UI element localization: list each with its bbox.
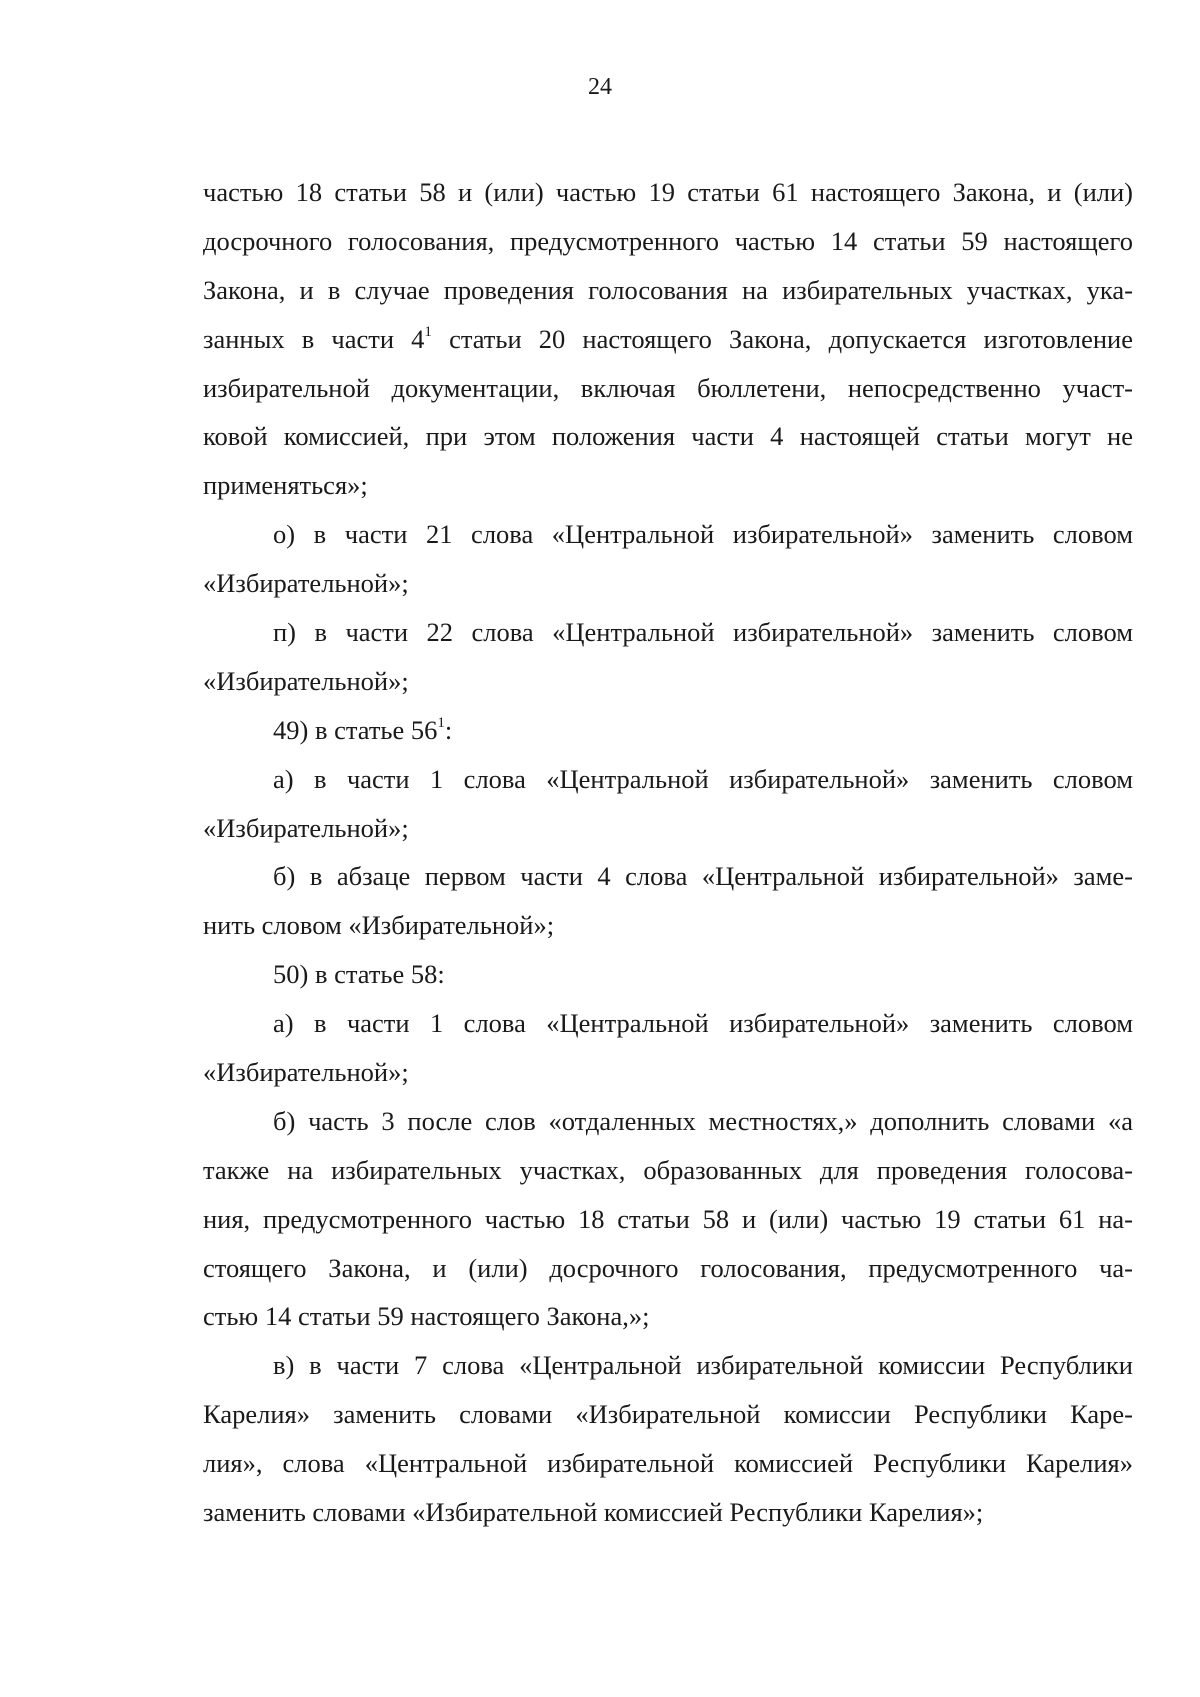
text-fragment: 49) в статье 56: [273, 714, 438, 745]
paragraph-first-line: п) в части 22 слова «Центральной избирательной» заменить словом: [273, 617, 1133, 648]
text-line: нить словом «Избирательной»;: [203, 910, 555, 941]
text-fragment: статьи 20 настоящего Закона, допускается изготовление: [449, 323, 1133, 354]
text-line: избирательной документации, включая бюллетени, непосредственно участ-: [203, 372, 1133, 403]
text-line: досрочного голосования, предусмотренного частью 14 статьи 59 настоящего: [203, 225, 1133, 256]
paragraph-first-line: б) часть 3 после слов «отдаленных местностях,» дополнить словами «а: [273, 1105, 1133, 1136]
text-fragment: занных в части 4: [203, 323, 425, 354]
page-number: 24: [588, 74, 612, 100]
text-line-with-superscript: [203, 315, 1133, 364]
text-line: лия», слова «Центральной избирательной комиссией Республики Карелия»: [203, 1448, 1133, 1479]
text-line: ковой комиссией, при этом положения части 4 настоящей статьи могут не: [203, 421, 1133, 452]
text-line: частью 18 статьи 58 и (или) частью 19 статьи 61 настоящего Закона, и (или): [203, 177, 1133, 207]
text-line: стоящего Закона, и (или) досрочного голосования, предусмотренного ча-: [203, 1252, 1133, 1283]
document-body: [203, 168, 1133, 1537]
paragraph-first-line: б) в абзаце первом части 4 слова «Центральной избирательной» заме-: [273, 861, 1133, 892]
item-heading: 50) в статье 58:: [273, 959, 445, 990]
text-line: «Избирательной»;: [203, 1057, 409, 1088]
superscript: 1: [424, 323, 432, 340]
superscript: 1: [437, 714, 445, 731]
text-line: «Избирательной»;: [203, 812, 409, 843]
text-line: Карелия» заменить словами «Избирательной комиссии Республики Каре-: [203, 1399, 1133, 1430]
paragraph-first-line: в) в части 7 слова «Центральной избирательной комиссии Республики: [273, 1350, 1133, 1381]
item-heading-with-superscript: [203, 706, 1133, 755]
text-line: Закона, и в случае проведения голосования на избирательных участках, ука-: [203, 274, 1133, 305]
paragraph-first-line: о) в части 21 слова «Центральной избирательной» заменить словом: [273, 519, 1133, 550]
text-line: «Избирательной»;: [203, 568, 409, 599]
text-line: стью 14 статьи 59 настоящего Закона,»;: [203, 1301, 650, 1332]
text-line: заменить словами «Избирательной комиссией Республики Карелия»;: [203, 1497, 984, 1528]
text-fragment: :: [444, 714, 453, 745]
paragraph-first-line: а) в части 1 слова «Центральной избирательной» заменить словом: [273, 1008, 1133, 1039]
paragraph-first-line: а) в части 1 слова «Центральной избирательной» заменить словом: [273, 763, 1133, 794]
text-line: применяться»;: [203, 470, 368, 501]
text-line: «Избирательной»;: [203, 665, 409, 696]
text-line: также на избирательных участках, образованных для проведения голосова-: [203, 1154, 1133, 1185]
text-line: ния, предусмотренного частью 18 статьи 58 и (или) частью 19 статьи 61 на-: [203, 1203, 1133, 1234]
